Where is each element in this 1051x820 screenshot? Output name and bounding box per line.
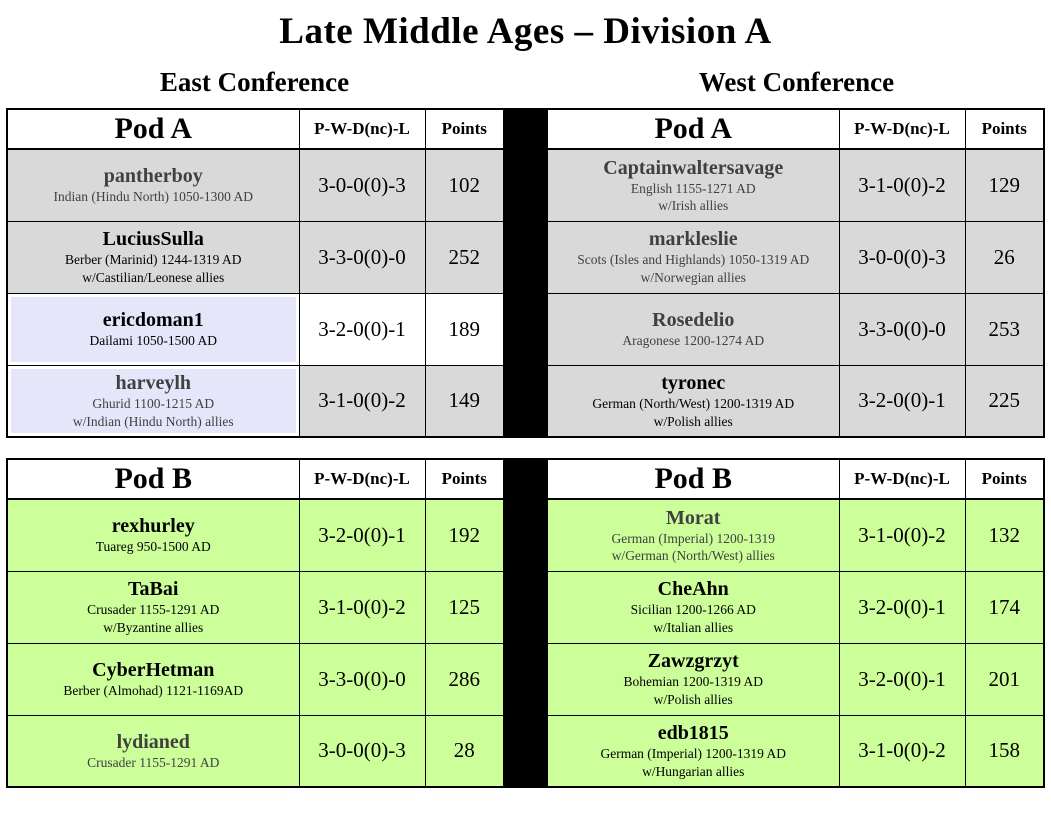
player-record: 3-1-0(0)-2 <box>299 571 425 643</box>
player-highlight <box>11 369 296 434</box>
player-name: markleslie <box>648 228 738 251</box>
player-points: 201 <box>965 643 1044 715</box>
player-cell <box>547 221 839 293</box>
player-record: 3-2-0(0)-1 <box>839 643 965 715</box>
player-faction: German (Imperial) 1200-1319 AD <box>600 746 787 762</box>
player-name: LuciusSulla <box>102 228 204 251</box>
pod-label: Pod A <box>547 109 839 149</box>
table-row <box>547 571 1044 643</box>
player-highlight <box>551 575 836 640</box>
player-allies: w/Hungarian allies <box>642 763 745 779</box>
pod-label: Pod B <box>7 459 299 499</box>
table-row <box>547 643 1044 715</box>
player-name: tyronec <box>661 372 726 395</box>
player-faction: German (Imperial) 1200-1319 <box>611 530 775 546</box>
player-name: Rosedelio <box>652 309 735 332</box>
player-faction: Ghurid 1100-1215 AD <box>92 396 215 412</box>
player-points: 125 <box>425 571 504 643</box>
player-faction: Tuareg 950-1500 AD <box>95 539 211 555</box>
player-points: 26 <box>965 221 1044 293</box>
points-header: Points <box>425 459 504 499</box>
player-record: 3-1-0(0)-2 <box>839 715 965 787</box>
divider <box>505 458 546 788</box>
player-points: 286 <box>425 643 504 715</box>
page <box>4 10 1047 788</box>
table-row <box>7 643 504 715</box>
player-allies: w/Irish allies <box>658 198 729 214</box>
player-record: 3-3-0(0)-0 <box>839 293 965 365</box>
player-name: lydianed <box>116 730 190 753</box>
points-header: Points <box>965 459 1044 499</box>
player-highlight <box>11 575 296 640</box>
player-cell <box>7 221 299 293</box>
player-points: 132 <box>965 499 1044 571</box>
points-header: Points <box>965 109 1044 149</box>
pod-table-east-b <box>6 458 505 788</box>
player-faction: English 1155-1271 AD <box>630 180 756 196</box>
player-highlight <box>11 297 296 362</box>
player-record: 3-2-0(0)-1 <box>839 571 965 643</box>
pod-table-east-a <box>6 108 505 438</box>
player-name: pantherboy <box>103 165 203 188</box>
table-row <box>547 715 1044 787</box>
player-faction: Dailami 1050-1500 AD <box>89 333 217 349</box>
header-row <box>547 459 1044 499</box>
player-highlight <box>551 503 836 568</box>
player-allies: w/Norwegian allies <box>640 270 746 285</box>
player-highlight <box>11 719 296 784</box>
player-allies: w/Polish allies <box>653 692 733 707</box>
conference-header-row <box>6 67 1045 98</box>
divider <box>505 108 546 438</box>
player-allies: w/Byzantine allies <box>103 620 204 635</box>
player-record: 3-1-0(0)-2 <box>839 149 965 221</box>
player-points: 252 <box>425 221 504 293</box>
record-header: P-W-D(nc)-L <box>839 459 965 499</box>
player-faction: Berber (Marinid) 1244-1319 AD <box>64 252 242 268</box>
player-allies: w/Castilian/Leonese allies <box>82 270 225 285</box>
player-cell <box>7 365 299 437</box>
player-highlight <box>11 647 296 712</box>
player-cell <box>7 293 299 365</box>
player-highlight <box>551 719 836 784</box>
player-highlight <box>551 647 836 712</box>
player-highlight <box>11 225 296 290</box>
player-points: 149 <box>425 365 504 437</box>
player-cell <box>547 715 839 787</box>
player-highlight <box>551 369 836 434</box>
player-cell <box>7 149 299 221</box>
table-row <box>547 149 1044 221</box>
player-points: 174 <box>965 571 1044 643</box>
player-cell <box>547 149 839 221</box>
player-name: Captainwaltersavage <box>603 156 784 179</box>
player-record: 3-1-0(0)-2 <box>839 499 965 571</box>
player-record: 3-0-0(0)-3 <box>839 221 965 293</box>
player-record: 3-2-0(0)-1 <box>839 365 965 437</box>
table-row <box>547 499 1044 571</box>
table-row <box>547 221 1044 293</box>
player-highlight <box>551 225 836 290</box>
player-highlight <box>551 297 836 362</box>
player-name: CheAhn <box>657 578 729 601</box>
player-points: 28 <box>425 715 504 787</box>
player-faction: Crusader 1155-1291 AD <box>87 754 220 770</box>
player-name: Morat <box>666 506 721 529</box>
points-header: Points <box>425 109 504 149</box>
player-faction: Scots (Isles and Highlands) 1050-1319 AD <box>577 252 810 268</box>
player-points: 158 <box>965 715 1044 787</box>
player-cell <box>7 643 299 715</box>
player-points: 129 <box>965 149 1044 221</box>
page-title: Late Middle Ages – Division A <box>279 11 772 52</box>
player-allies: w/Indian (Hindu North) allies <box>72 413 234 429</box>
player-highlight <box>11 503 296 568</box>
conference-header-east: East Conference <box>159 67 350 97</box>
player-cell <box>7 715 299 787</box>
player-faction: Bohemian 1200-1319 AD <box>623 674 763 690</box>
pod-table-west-a <box>546 108 1045 438</box>
table-row <box>7 365 504 437</box>
player-name: rexhurley <box>111 515 195 538</box>
player-points: 192 <box>425 499 504 571</box>
player-name: TaBai <box>128 578 179 601</box>
table-row <box>7 499 504 571</box>
table-row <box>7 571 504 643</box>
table-row <box>547 293 1044 365</box>
player-points: 102 <box>425 149 504 221</box>
player-record: 3-2-0(0)-1 <box>299 293 425 365</box>
pod-table-west-b <box>546 458 1045 788</box>
pod-label: Pod A <box>7 109 299 149</box>
player-allies: w/Italian allies <box>653 620 734 635</box>
player-highlight <box>551 153 836 218</box>
player-name: Zawzgrzyt <box>647 650 739 673</box>
player-record: 3-1-0(0)-2 <box>299 365 425 437</box>
record-header: P-W-D(nc)-L <box>839 109 965 149</box>
player-points: 225 <box>965 365 1044 437</box>
player-allies: w/Polish allies <box>653 413 733 429</box>
player-name: ericdoman1 <box>102 309 204 332</box>
table-row <box>7 715 504 787</box>
conference-header-west: West Conference <box>698 67 895 97</box>
player-faction: Sicilian 1200-1266 AD <box>630 602 756 618</box>
player-cell <box>547 365 839 437</box>
player-allies: w/German (North/West) allies <box>611 548 775 564</box>
player-faction: Aragonese 1200-1274 AD <box>622 333 765 349</box>
player-cell <box>547 499 839 571</box>
player-points: 189 <box>425 293 504 365</box>
pod-a-row <box>6 108 1045 438</box>
record-header: P-W-D(nc)-L <box>299 109 425 149</box>
player-cell <box>547 293 839 365</box>
header-row <box>7 109 504 149</box>
pod-b-row <box>6 458 1045 788</box>
player-record: 3-3-0(0)-0 <box>299 643 425 715</box>
player-cell <box>7 499 299 571</box>
player-name: CyberHetman <box>92 659 215 682</box>
player-faction: German (North/West) 1200-1319 AD <box>592 396 795 412</box>
table-row <box>7 293 504 365</box>
table-row <box>547 365 1044 437</box>
player-faction: Berber (Almohad) 1121-1169AD <box>63 683 244 699</box>
header-row <box>547 109 1044 149</box>
player-faction: Indian (Hindu North) 1050-1300 AD <box>53 189 253 205</box>
pod-label: Pod B <box>547 459 839 499</box>
player-cell <box>547 571 839 643</box>
player-name: harveylh <box>115 372 192 395</box>
header-row <box>7 459 504 499</box>
player-name: edb1815 <box>657 722 729 745</box>
player-record: 3-3-0(0)-0 <box>299 221 425 293</box>
player-highlight <box>11 153 296 218</box>
table-row <box>7 221 504 293</box>
player-faction: Crusader 1155-1291 AD <box>87 602 220 618</box>
player-points: 253 <box>965 293 1044 365</box>
table-row <box>7 149 504 221</box>
player-cell <box>7 571 299 643</box>
player-cell <box>547 643 839 715</box>
player-record: 3-0-0(0)-3 <box>299 149 425 221</box>
record-header: P-W-D(nc)-L <box>299 459 425 499</box>
player-record: 3-0-0(0)-3 <box>299 715 425 787</box>
player-record: 3-2-0(0)-1 <box>299 499 425 571</box>
